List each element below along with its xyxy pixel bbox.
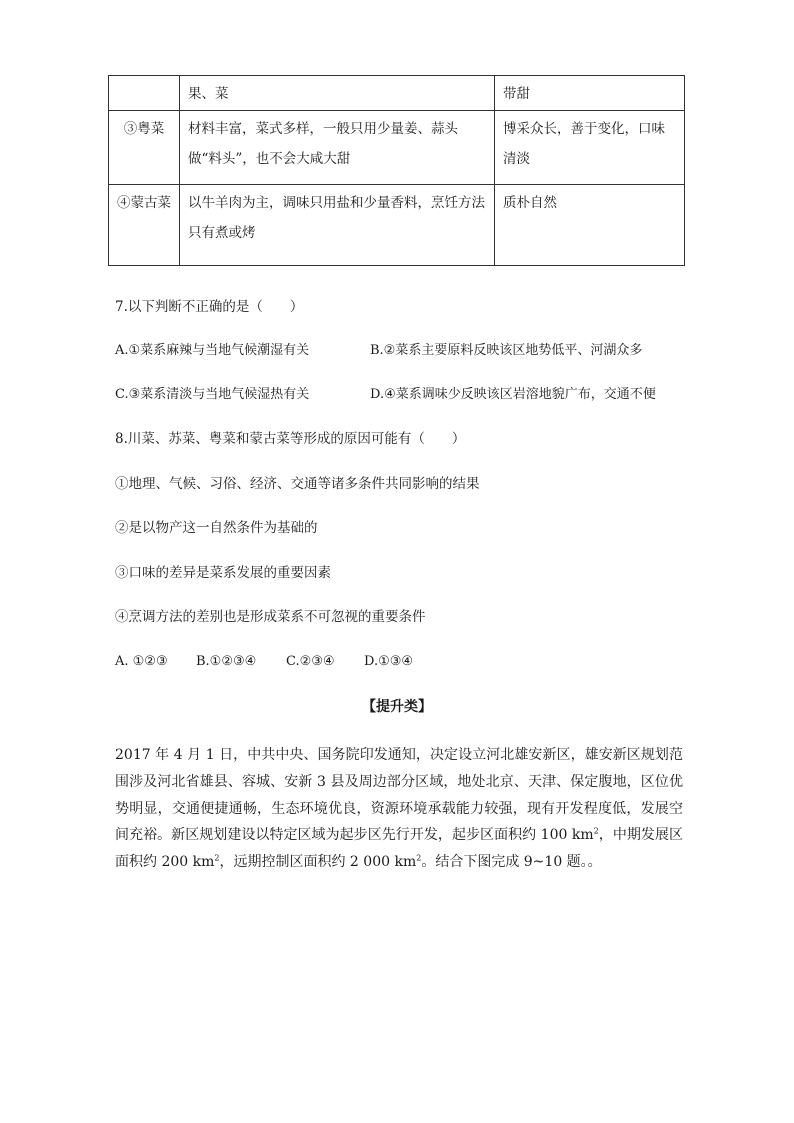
question-8-option-d[interactable]: D.①③④ (364, 654, 414, 669)
cuisine-flavor-cell: 质朴自然 (495, 185, 685, 266)
cuisine-material-cell: 以牛羊肉为主，调味只用盐和少量香料，烹饪方法只有煮或烤 (180, 185, 495, 266)
table-row (109, 111, 685, 185)
superscript: 2 (593, 826, 599, 836)
cuisine-flavor-cell: 博采众长，善于变化，口味清淡 (495, 111, 685, 185)
question-8-option-a[interactable]: A. ①②③ (115, 654, 168, 669)
question-8-statement: ①地理、气候、习俗、经济、交通等诸多条件共同影响的结果 (115, 476, 480, 492)
superscript: 2 (214, 853, 220, 863)
cuisine-table (108, 75, 685, 266)
cuisine-name-cell: ③粤菜 (109, 111, 180, 185)
superscript: 2 (416, 853, 422, 863)
question-7-option-d[interactable]: D.④菜系调味少反映该区岩溶地貌广布，交通不便 (370, 387, 656, 402)
question-8-stem: 8.川菜、苏菜、粤菜和蒙古菜等形成的原因可能有（ ） (115, 431, 466, 447)
passage-text: 。结合下图完成 9~10 题。。 (421, 854, 602, 871)
cuisine-material-cell: 果、菜 (180, 76, 495, 111)
question-7-stem: 7.以下判断不正确的是（ ） (115, 299, 304, 315)
cuisine-name-cell (109, 76, 180, 111)
passage-text: ，远期控制区面积约 2 000 km (219, 854, 417, 871)
table-row (109, 185, 685, 266)
question-8-option-b[interactable]: B.①②③④ (196, 654, 257, 669)
passage (115, 742, 683, 876)
question-7-option-b[interactable]: B.②菜系主要原料反映该区地势低平、河湖众多 (370, 343, 643, 358)
passage-text: ，中期发展区面积约 200 km (115, 827, 683, 871)
section-title: 【提升类】 (362, 699, 432, 715)
table-row (109, 76, 685, 111)
cuisine-name-cell: ④蒙古菜 (109, 185, 180, 266)
question-8-statement: ③口味的差异是菜系发展的重要因素 (115, 565, 331, 581)
cuisine-material-cell: 材料丰富，菜式多样，一般只用少量姜、蒜头做“料头”，也不会大咸大甜 (180, 111, 495, 185)
question-7-option-a[interactable]: A.①菜系麻辣与当地气候潮湿有关 (115, 343, 310, 358)
question-7-option-c[interactable]: C.③菜系清淡与当地气候湿热有关 (115, 387, 310, 402)
question-8-option-c[interactable]: C.②③④ (286, 654, 335, 669)
question-8-statement: ④烹调方法的差别也是形成菜系不可忽视的重要条件 (115, 609, 426, 625)
question-8-statement: ②是以物产这一自然条件为基础的 (115, 520, 318, 536)
cuisine-flavor-cell: 带甜 (495, 76, 685, 111)
passage-text: 2017 年 4 月 1 日，中共中央、国务院印发通知，决定设立河北雄安新区，雄安新区规划范围涉及河北省雄县、容城、安新 3 县及周边部分区域，地处北京、天津、保定腹地，区位优势明显，交通便捷通畅，生态环境优良，资源环境承载能力较强，现有开发程度低，发展空间充裕。新区规划建设以特定区域为起步区先行开发，起步区面积约 100 km (115, 747, 683, 844)
